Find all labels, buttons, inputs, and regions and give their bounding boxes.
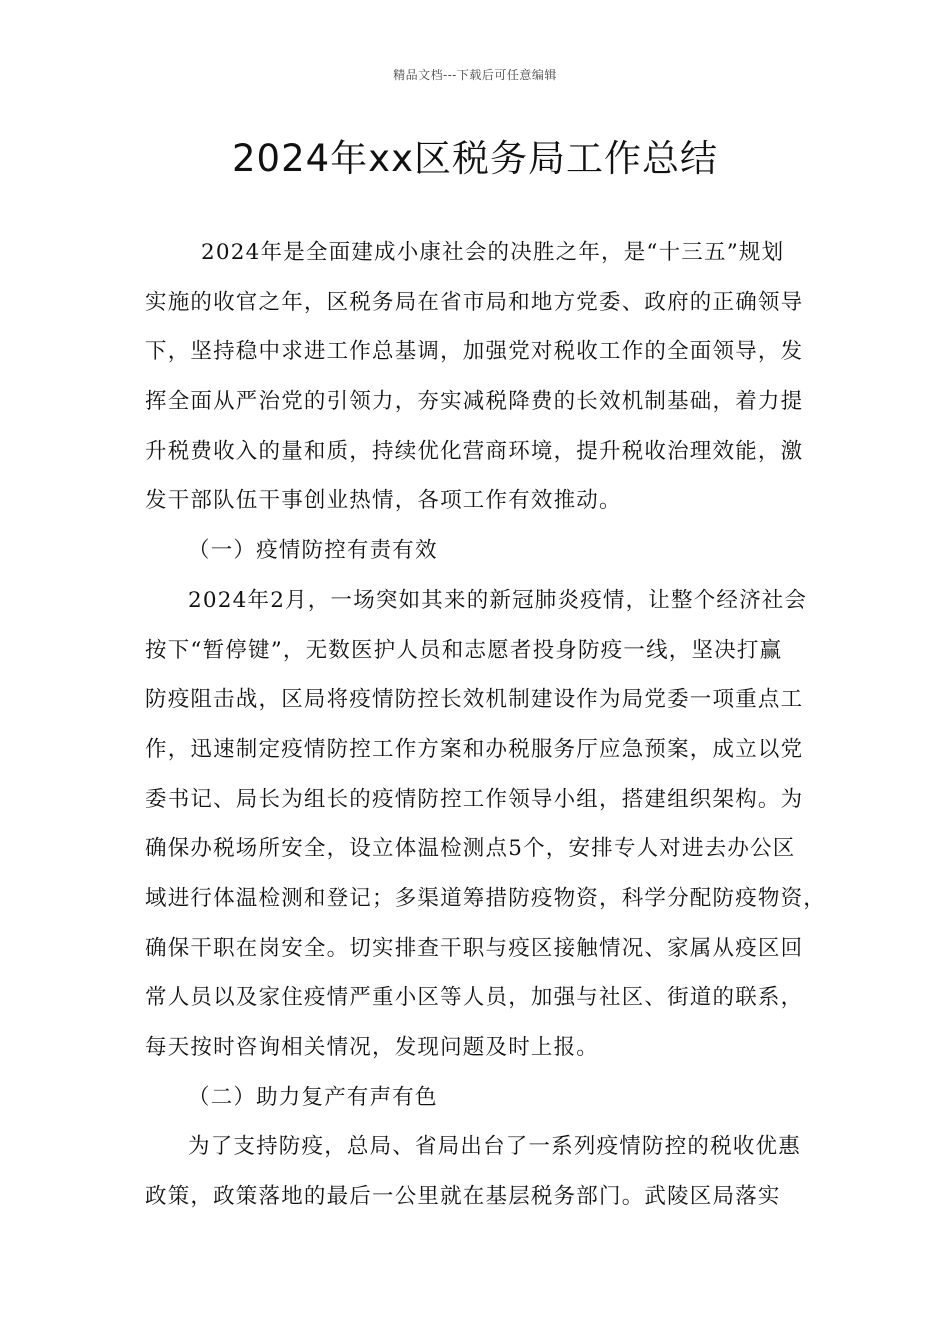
paragraph-line: 域进行体温检测和登记；多渠道筹措防疫物资，科学分配防疫物资， bbox=[145, 885, 827, 911]
paragraph-line: 为了支持防疫，总局、省局出台了一系列疫情防控的税收优惠 bbox=[188, 1134, 801, 1160]
paragraph-line: 2024年2月，一场突如其来的新冠肺炎疫情，让整个经济社会 bbox=[188, 587, 808, 613]
section-heading: （二）助力复产有声有色 bbox=[188, 1084, 438, 1110]
paragraph-line: 按下“暂停键”，无数医护人员和志愿者投身防疫一线，坚决打赢 bbox=[145, 637, 783, 663]
paragraph-line: 政策，政策落地的最后一公里就在基层税务部门。武陵区局落实 bbox=[145, 1184, 781, 1210]
document-title: 2024年xx区税务局工作总结 bbox=[232, 137, 718, 180]
paragraph-line: 每天按时咨询相关情况，发现问题及时上报。 bbox=[145, 1035, 600, 1060]
paragraph-line: 升税费收入的量和质，持续优化营商环境，提升税收治理效能，激 bbox=[145, 438, 804, 464]
paragraph-line: 防疫阻击战，区局将疫情防控长效机制建设作为局党委一项重点工 bbox=[145, 687, 804, 713]
section-heading: （一）疫情防控有责有效 bbox=[188, 538, 438, 564]
paragraph-line: 常人员以及家住疫情严重小区等人员，加强与社区、街道的联系， bbox=[145, 985, 804, 1011]
paragraph-line: 确保干职在岗安全。切实排查干职与疫区接触情况、家属从疫区回 bbox=[145, 935, 804, 961]
paragraph-line: 确保办税场所安全，设立体温检测点5个，安排专人对进去办公区 bbox=[145, 836, 796, 862]
paragraph-line: 挥全面从严治党的引领力，夯实减税降费的长效机制基础，着力提 bbox=[145, 389, 804, 415]
paragraph-line: 发干部队伍干事创业热情，各项工作有效推动。 bbox=[145, 488, 622, 514]
paragraph-line: 下，坚持稳中求进工作总基调，加强党对税收工作的全面领导，发 bbox=[145, 339, 804, 365]
paragraph-line: 作，迅速制定疫情防控工作方案和办税服务厅应急预案，成立以党 bbox=[145, 736, 804, 762]
document-body bbox=[145, 228, 827, 1222]
paragraph-line: 2024年是全面建成小康社会的决胜之年，是“十三五”规划 bbox=[201, 240, 785, 265]
paragraph-line: 实施的收官之年，区税务局在省市局和地方党委、政府的正确领导 bbox=[145, 289, 804, 315]
header-note: 精品文档---下载后可任意编辑 bbox=[393, 68, 557, 82]
paragraph-line: 委书记、局长为组长的疫情防控工作领导小组，搭建组织架构。为 bbox=[145, 786, 804, 812]
